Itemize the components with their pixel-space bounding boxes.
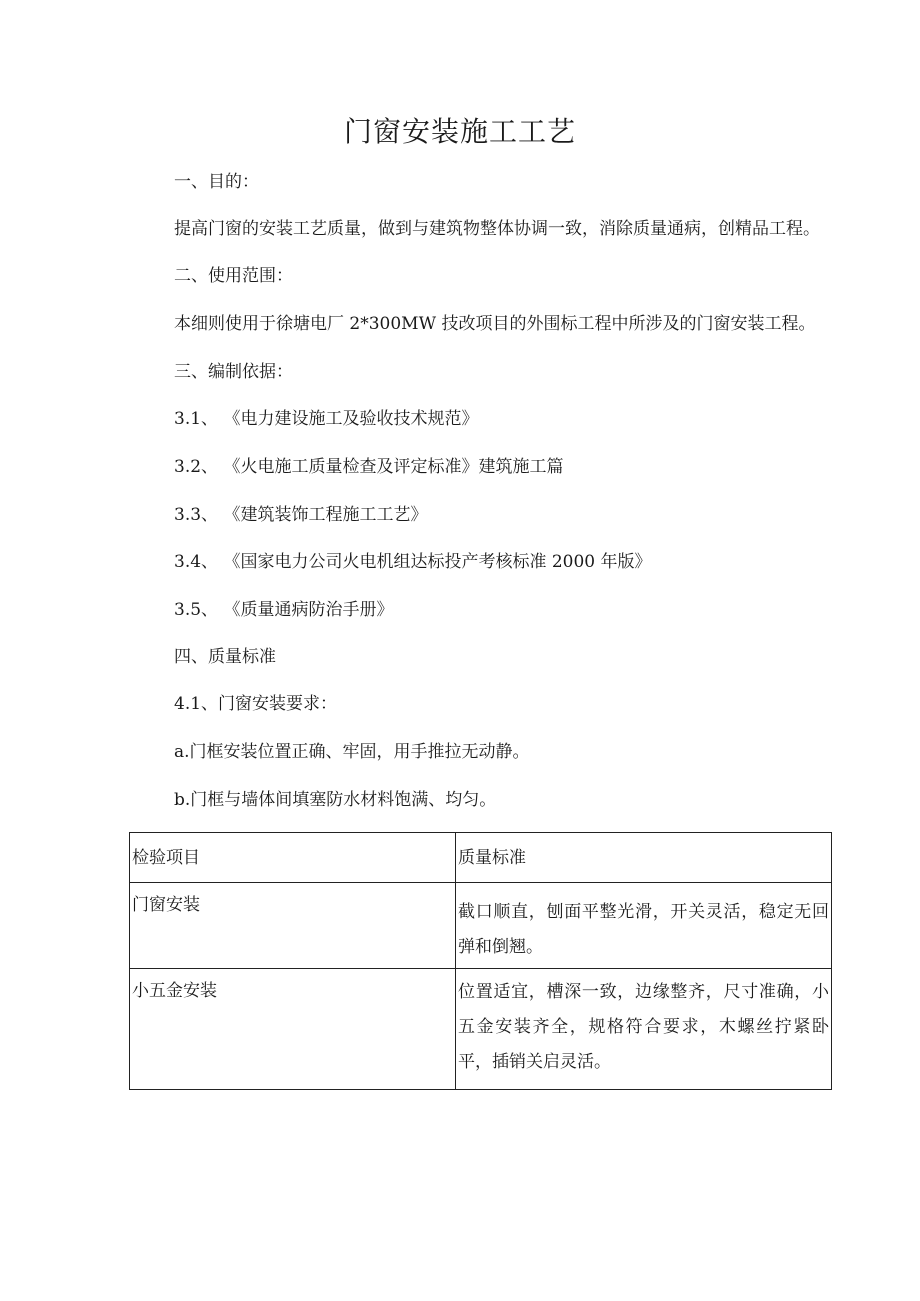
reference-item: 3.5、 《质量通病防治手册》	[174, 600, 394, 620]
requirement-a: a.门框安装位置正确、牢固，用手推拉无动静。	[174, 742, 530, 762]
requirement-b: b.门框与墙体间填塞防水材料饱满、均匀。	[174, 790, 497, 810]
table-header-row	[130, 833, 832, 883]
quality-standard-table	[129, 832, 832, 1090]
section-2-body: 本细则使用于徐塘电厂 2*300MW 技改项目的外围标工程中所涉及的门窗安装工程。	[174, 314, 816, 334]
table-cell	[130, 969, 456, 1090]
section-2-heading: 二、使用范围：	[174, 266, 293, 286]
row-item: 小五金安装	[132, 981, 217, 1001]
document-title: 门窗安装施工工艺	[343, 115, 576, 148]
section-1-heading: 一、目的：	[174, 172, 259, 192]
section-4-1-heading: 4.1、门窗安装要求：	[174, 694, 338, 714]
reference-item: 3.2、 《火电施工质量检查及评定标准》建筑施工篇	[174, 457, 564, 477]
section-3-heading: 三、编制依据：	[174, 362, 293, 382]
table-cell	[456, 883, 832, 969]
table-header-cell	[130, 833, 456, 883]
section-4-heading: 四、质量标准	[174, 647, 276, 667]
reference-item: 3.3、 《建筑装饰工程施工工艺》	[174, 505, 428, 525]
table-row	[130, 969, 832, 1090]
header-standard-label: 质量标准	[458, 848, 526, 868]
header-item-label: 检验项目	[132, 848, 200, 868]
table-row	[130, 883, 832, 969]
reference-item: 3.1、 《电力建设施工及验收技术规范》	[174, 409, 479, 429]
row-standard: 截口顺直，刨面平整光滑，开关灵活，稳定无回弹和倒翘。	[458, 902, 829, 957]
row-standard: 位置适宜，槽深一致，边缘整齐，尺寸准确，小五金安装齐全，规格符合要求，木螺丝拧紧卧平，插销关启灵活。	[458, 982, 829, 1072]
table-cell	[130, 883, 456, 969]
table-header-cell	[456, 833, 832, 883]
table-cell	[456, 969, 832, 1090]
section-1-body: 提高门窗的安装工艺质量，做到与建筑物整体协调一致，消除质量通病，创精品工程。	[174, 219, 820, 239]
row-item: 门窗安装	[132, 895, 200, 915]
reference-item: 3.4、 《国家电力公司火电机组达标投产考核标准 2000 年版》	[174, 552, 652, 572]
